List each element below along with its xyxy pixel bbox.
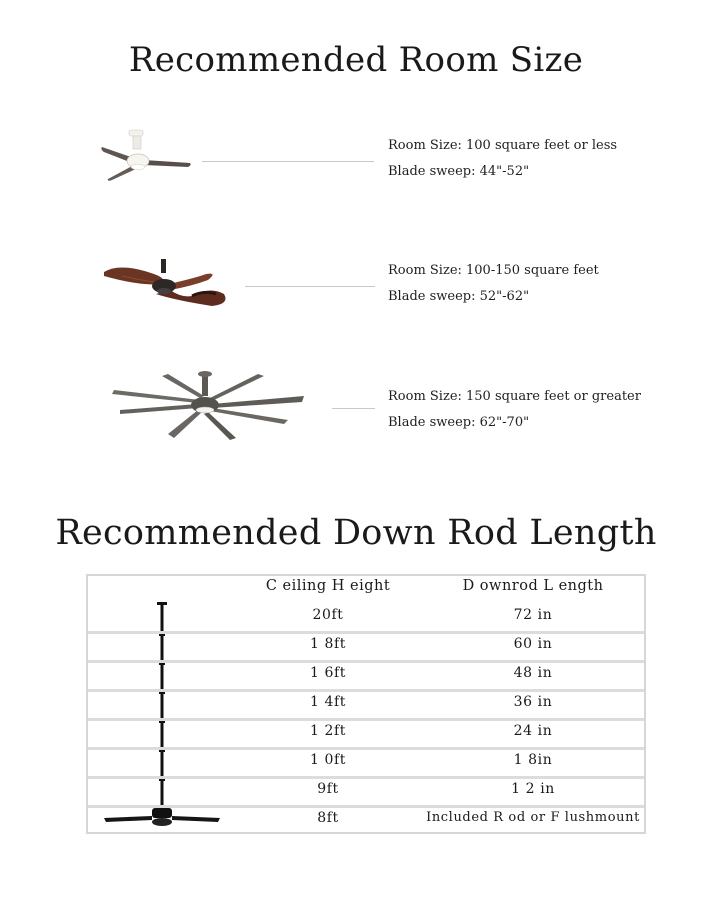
downrod-length-cell: 1 8in [513, 752, 553, 768]
table-row [88, 631, 644, 660]
connector-line [332, 408, 375, 409]
downrod-length-cell: 24 in [513, 723, 553, 739]
ceiling-height-cell: 1 0ft [309, 752, 347, 768]
downrod-length-cell: 36 in [513, 694, 553, 710]
table-row [88, 805, 644, 834]
connector-line [202, 161, 374, 162]
small-ceiling-fan-icon [98, 125, 198, 189]
row-divider [88, 718, 644, 721]
downrod-table [86, 574, 646, 834]
fan-row-large [0, 376, 720, 456]
table-row [88, 602, 644, 631]
row-divider [88, 776, 644, 779]
table-row [88, 776, 644, 805]
row-divider [88, 631, 644, 634]
row-divider [88, 689, 644, 692]
ceiling-height-cell: 1 8ft [309, 636, 347, 652]
room-size-title: Recommended Room Size [128, 40, 584, 80]
connector-line [245, 286, 375, 287]
blade-sweep-text: Blade sweep: 62"-70" [388, 415, 530, 430]
room-size-text: Room Size: 100 square feet or less [388, 138, 618, 153]
ceiling-height-cell: 1 2ft [309, 723, 347, 739]
downrod-length-cell: 1 2 in [511, 781, 555, 797]
table-row [88, 689, 644, 718]
ceiling-height-cell: 9ft [317, 781, 339, 797]
ceiling-height-cell: 1 4ft [309, 694, 347, 710]
downrod-length-cell: 48 in [513, 665, 553, 681]
row-divider [88, 660, 644, 663]
downrod-length-cell: 72 in [513, 607, 553, 623]
fan-spec-large [388, 384, 641, 436]
table-row [88, 747, 644, 776]
fan-row-medium [0, 250, 720, 330]
blade-sweep-text: Blade sweep: 44"-52" [388, 164, 530, 179]
large-ceiling-fan-icon [108, 370, 308, 444]
ceiling-height-cell: 8ft [317, 810, 339, 826]
ceiling-height-cell: 20ft [312, 607, 344, 623]
table-row [88, 718, 644, 747]
down-rod-title: Recommended Down Rod Length [55, 513, 657, 553]
downrod-length-cell: 60 in [513, 636, 553, 652]
table-row [88, 660, 644, 689]
downrod-length-header: D ownrod L ength [462, 578, 604, 594]
fan-spec-small [388, 133, 617, 185]
fan-spec-medium [388, 258, 599, 310]
ceiling-height-cell: 1 6ft [309, 665, 347, 681]
blade-sweep-text: Blade sweep: 52"-62" [388, 289, 530, 304]
room-size-text: Room Size: 100-150 square feet [388, 263, 599, 278]
row-divider [88, 747, 644, 750]
row-divider [88, 805, 644, 808]
medium-ceiling-fan-icon [100, 256, 234, 314]
room-size-text: Room Size: 150 square feet or greater [388, 389, 641, 404]
downrod-length-cell: Included R od or F lushmount [426, 810, 640, 825]
ceiling-height-header: C eiling H eight [265, 578, 391, 594]
fan-row-small [0, 125, 720, 205]
